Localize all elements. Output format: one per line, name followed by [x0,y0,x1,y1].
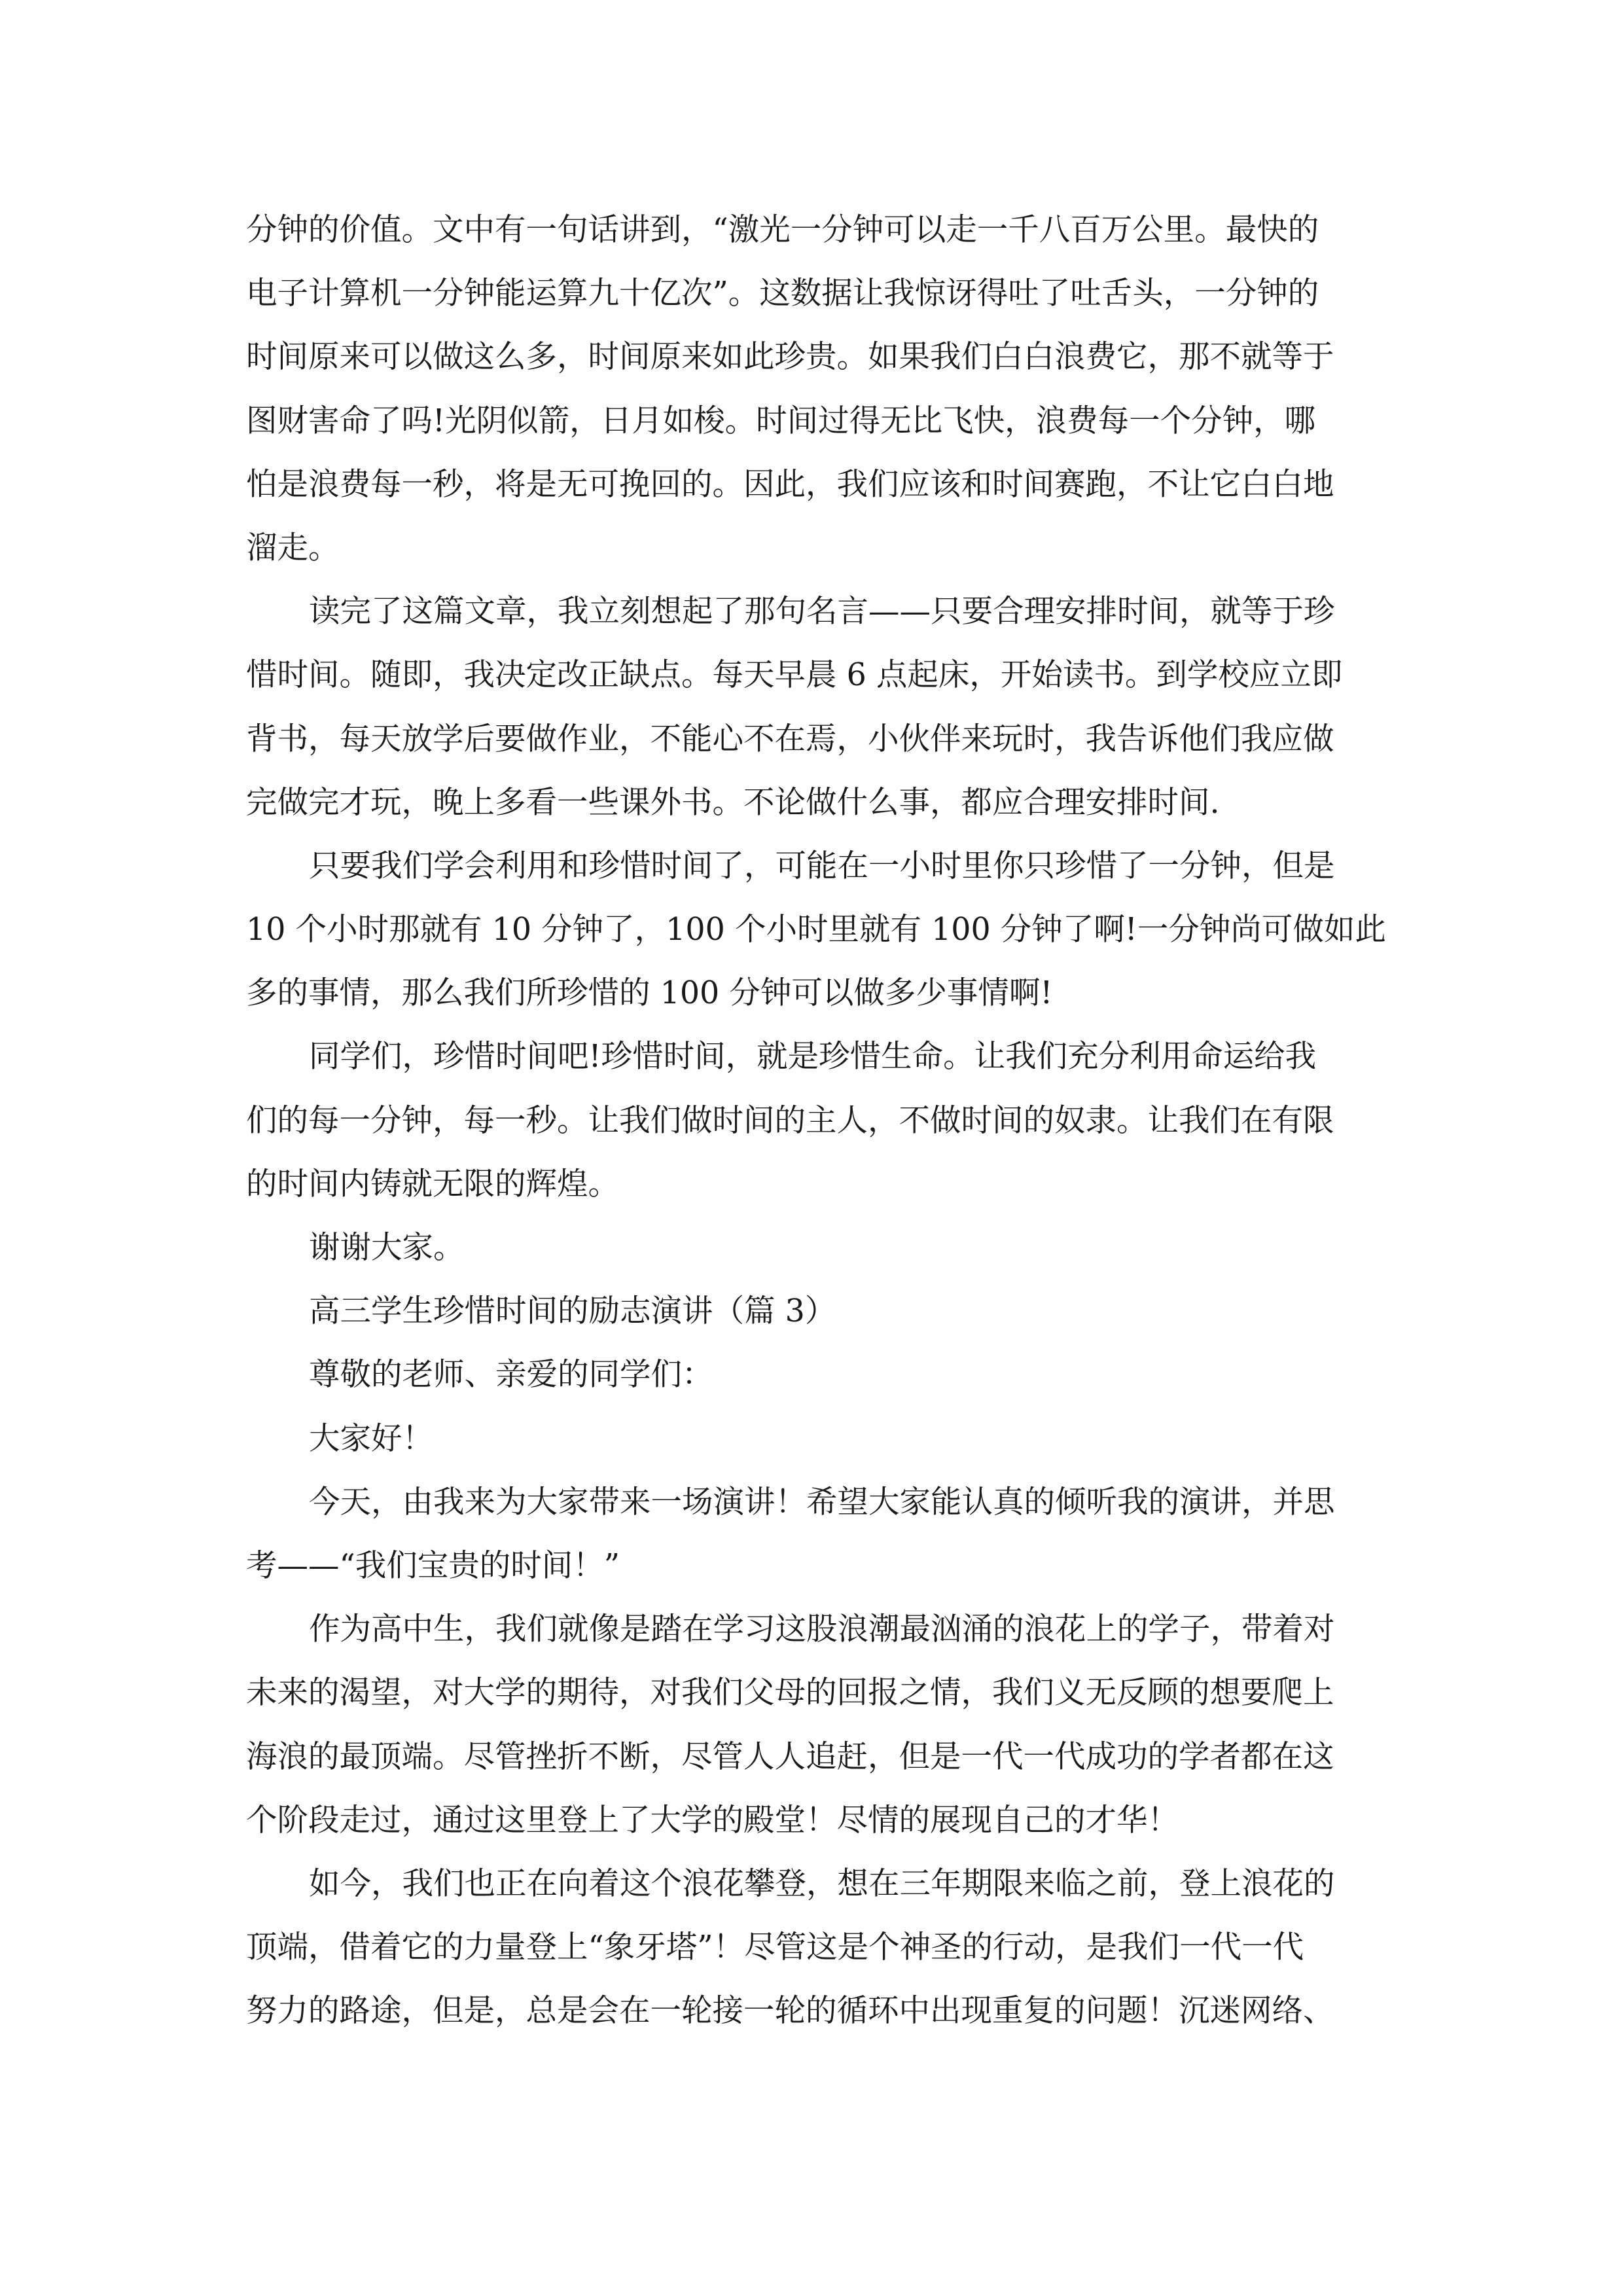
text-line: 们的每一分钟，每一秒。让我们做时间的主人，不做时间的奴隶。让我们在有限 [246,1102,1334,1139]
text-line: 顶端，借着它的力量登上“象牙塔”！尽管这是个神圣的行动，是我们一代一代 [246,1929,1304,1966]
text-line: 海浪的最顶端。尽管挫折不断，尽管人人追赶，但是一代一代成功的学者都在这 [246,1738,1334,1775]
text-line: 多的事情，那么我们所珍惜的 100 分钟可以做多少事情啊! [246,975,1053,1012]
text-line: 分钟的价值。文中有一句话讲到，“激光一分钟可以走一千八百万公里。最快的 [246,212,1319,248]
text-line: 完做完才玩，晚上多看一些课外书。不论做什么事，都应合理安排时间. [246,784,1220,821]
text-line: 惜时间。随即，我决定改正缺点。每天早晨 6 点起床，开始读书。到学校应立即 [246,657,1343,694]
text-line: 大家好！ [309,1420,433,1457]
text-line: 考——“我们宝贵的时间！” [246,1547,620,1584]
text-line: 10 个小时那就有 10 分钟了，100 个小时里就有 100 分钟了啊!一分钟尚可做如此 [246,912,1386,948]
text-line: 努力的路途，但是，总是会在一轮接一轮的循环中出现重复的问题！沉迷网络、 [246,1993,1334,2030]
document-body [246,198,1385,2043]
text-line: 高三学生珍惜时间的励志演讲（篇 3） [309,1293,836,1330]
text-line: 只要我们学会利用和珍惜时间了，可能在一小时里你只珍惜了一分钟，但是 [309,848,1335,884]
text-line: 如今，我们也正在向着这个浪花攀登，想在三年期限来临之前，登上浪花的 [309,1865,1335,1902]
text-line: 电子计算机一分钟能运算九十亿次”。这数据让我惊讶得吐了吐舌头，一分钟的 [246,276,1319,312]
text-line: 作为高中生，我们就像是踏在学习这股浪潮最汹涌的浪花上的学子，带着对 [309,1611,1335,1648]
text-line: 图财害命了吗!光阴似箭，日月如梭。时间过得无比飞快，浪费每一个分钟，哪 [246,403,1316,439]
text-line: 背书，每天放学后要做作业，不能心不在焉，小伙伴来玩时，我告诉他们我应做 [246,721,1334,757]
text-line: 未来的渴望，对大学的期待，对我们父母的回报之情，我们义无反顾的想要爬上 [246,1675,1334,1712]
text-line: 个阶段走过，通过这里登上了大学的殿堂！尽情的展现自己的才华！ [246,1802,1179,1839]
text-line: 今天，由我来为大家带来一场演讲！希望大家能认真的倾听我的演讲，并思 [309,1484,1335,1520]
text-line: 同学们，珍惜时间吧!珍惜时间，就是珍惜生命。让我们充分利用命运给我 [309,1039,1317,1075]
text-line: 的时间内铸就无限的辉煌。 [246,1166,619,1202]
text-line: 读完了这篇文章，我立刻想起了那句名言——只要合理安排时间，就等于珍 [309,594,1335,630]
text-line: 时间原来可以做这么多，时间原来如此珍贵。如果我们白白浪费它，那不就等于 [246,339,1334,376]
text-line: 溜走。 [246,529,340,566]
text-line: 尊敬的老师、亲爱的同学们： [309,1357,713,1393]
text-line: 谢谢大家。 [309,1230,465,1266]
text-line: 怕是浪费每一秒，将是无可挽回的。因此，我们应该和时间赛跑，不让它白白地 [246,466,1334,503]
